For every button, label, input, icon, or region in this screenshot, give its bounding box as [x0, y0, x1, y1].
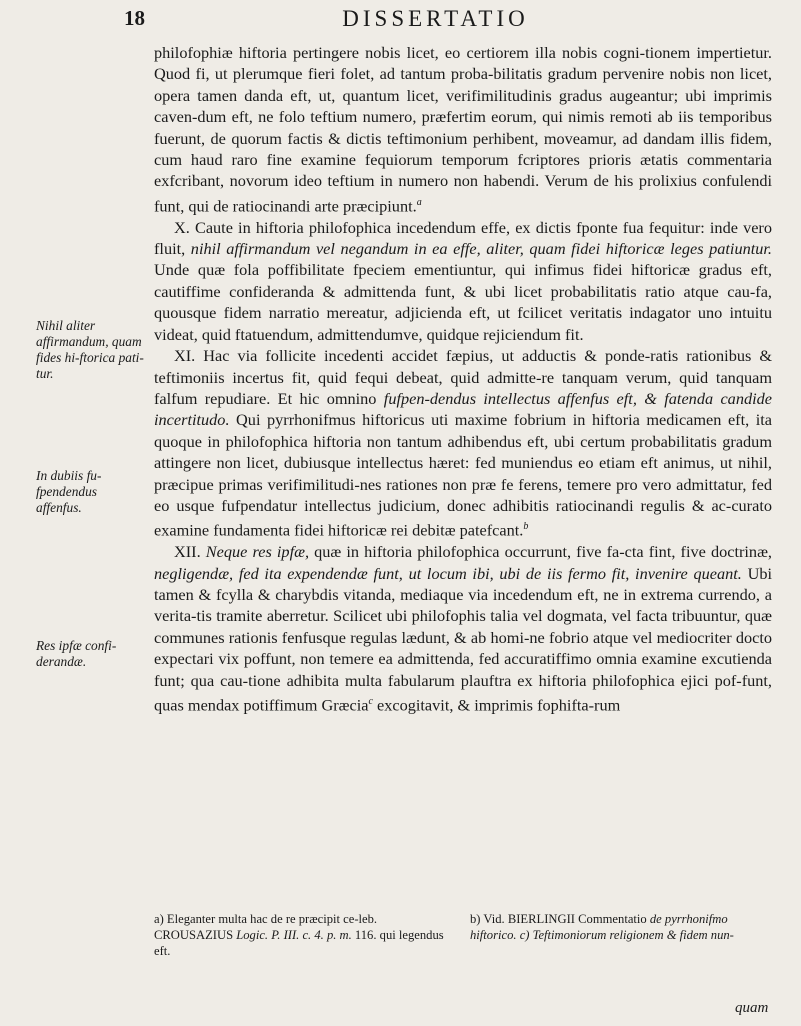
paragraph	[154, 541, 772, 716]
text-run: fufpen-dendus intellectus affenfus eft, & fatenda candide incertitudo.	[154, 388, 772, 430]
footnote-marker: b	[523, 521, 529, 533]
text-run: nihil affirmandum vel negandum in ea effe, aliter, quam fidei hiftoricæ leges patiuntur.	[190, 239, 772, 259]
page-number: 18	[124, 6, 145, 30]
paragraph	[154, 217, 772, 345]
footnote-right	[470, 911, 775, 943]
margin-note-in-dubiis: In dubiis fu-fpendendus affenfus.	[36, 468, 102, 515]
text-run: Neque res ipfæ,	[205, 542, 310, 562]
text-run: Qui pyrrhonifmus hiftoricus uti maxime fobrium in hiftoria medicamen eft, ita quoque in philofophica hiftoria non tantum adhibendus eft, ubi certum probabilitatis gradum attingere non licet, dubiusque intellectus hæret: fed muniendus eo etiam eft animus, ut nihil, præcipue primas verifimilitudi-nes rationes non præ fe ferens, temere pro vero admittatur, fed eo usque fufpendatur intellectus judicium, donec adhibitis ratiocinandi regulis & ac-curato examine fundamenta fidei hiftoricæ rei debitæ patefcant.	[154, 410, 772, 540]
footnote-marker: a	[416, 196, 422, 208]
margin-note-res-ipsae: Res ipfæ confi-derandæ.	[36, 638, 117, 669]
text-run: de pyrrhonifmo hiftorico.	[470, 912, 728, 942]
text-run: b) Vid. BIERLINGII Commentatio	[470, 912, 650, 926]
catchword: quam	[735, 1000, 769, 1016]
text-run: a) Eleganter multa hac de re præcipit ce-leb. CROUSAZIUS	[154, 912, 378, 942]
text-run: c) Teftimoniorum religionem & fidem nun-	[519, 928, 734, 942]
text-run: quæ in hiftoria philofophica occurrunt, five fa-cta fint, five doctrinæ,	[309, 542, 772, 562]
text-run: Logic. P. III. c. 4. p. m.	[236, 928, 352, 942]
text-run: 116. qui legendus eft.	[154, 928, 444, 958]
paragraph	[154, 42, 772, 217]
text-run: philofophiæ hiftoria pertingere nobis licet, eo certiorem illa nobis cogni-tionem impertietur. Quod fi, ut plerumque fieri folet, ad tantum proba-bilitatis gradum pervenire nobis non licet, opera tamen danda eft, ut, quantum licet, verifimilitudinis gradus augeantur; ubi imprimis caven-dum eft, ne folo teftium numero, præfertim eorum, qui nimis remoti ab iis temporibus fuerunt, de quorum factis & dictis teftimonium perhibent, moveamur, ad dandam illis fidem, cum haud raro fine examine fequiorum temporum fcriptores prioris ætatis commentaria exfcribant, novorum ideo teftium in numero non habendi. Verum de his prolixius confulendi funt, qui de ratiocinandi arte præcipiunt.	[154, 43, 772, 216]
footnote-left	[154, 911, 454, 959]
running-title: DISSERTATIO	[342, 6, 529, 31]
text-run: negligendæ, fed ita expendendæ funt, ut locum ibi, ubi de iis fermo fit, invenire queant.	[154, 563, 742, 583]
text-run: Ubi tamen & fcylla & charybdis vitanda, mediaque via incedendum eft, ne in extrema currendo, a verita-tis tramite aberretur. Scilicet ubi philofophis talia vel dogmata, vel facta tribuuntur, quæ communes rationis fenfusque regulas lædunt, & ab homi-ne fobrio atque vel mediocriter docto expectari vix poffunt, non temere ea admittenda, fed accuratiffimo omnia examine excutienda funt; qua cau-tione adhibita multa fabularum plauftra ex hiftoria philofophica ejici pof-funt, quas mendax potiffimum Græcia	[154, 563, 772, 715]
text-run: X. Caute in hiftoria philofophica incedendum effe, ex dictis fponte fua fequitur: inde vero fluit,	[154, 217, 772, 259]
text-run: excogitavit, & imprimis fophifta-rum	[372, 695, 621, 715]
text-run: Unde quæ fola poffibilitate fpeciem ementiuntur, qui infimus fidei hiftoricæ gradus eft, cautiffime confideranda & admittenda funt, & ubi licet probabilitatis ratio atque cau-fa, quousque fidem narratio mereatur, adjicienda eft, ut fcilicet veritatis indagator uno intuitu videat, quid ftatuendum, admittendumve, quidque rejiciendum fit.	[154, 260, 772, 344]
margin-note-nihil-aliter: Nihil aliter affirmandum, quam fides hi-ftorica pati-tur.	[36, 318, 144, 381]
paragraph	[154, 345, 772, 541]
text-run: XI. Hac via follicite incedenti accidet fæpius, ut adductis & ponde-ratis rationibus & teftimoniis incertus fit, quid fequi debeat, quid admitte-re tanquam verum, quid tanquam falfum repudiare. Et hic omnino	[154, 346, 772, 408]
text-run: XII.	[174, 542, 206, 562]
main-text	[154, 42, 772, 716]
footnote-marker: c	[368, 696, 373, 708]
